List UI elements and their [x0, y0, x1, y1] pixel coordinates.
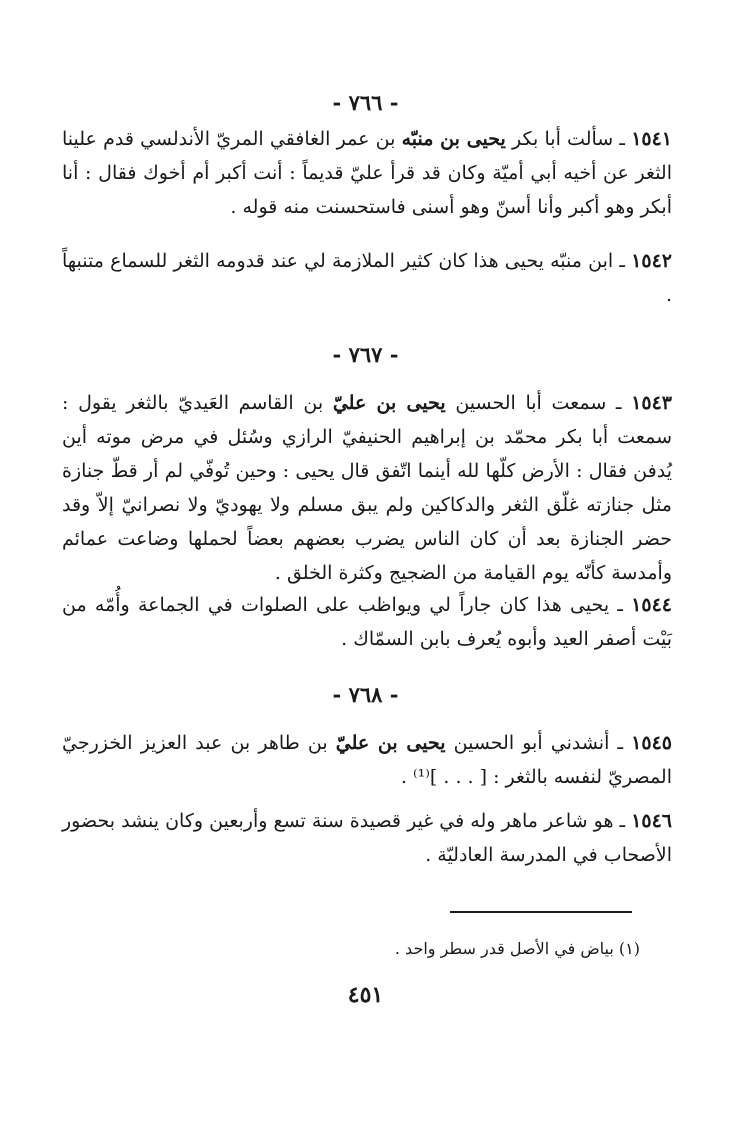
- entry-text-post: بن طاهر بن عبد العزيز الخزرجيّ المصريّ لنفسه بالثغر : [ . . . ]⁽¹⁾ .: [62, 732, 672, 788]
- entry-paragraph: [62, 726, 672, 794]
- entry-number: ١٥٤٦: [631, 810, 672, 832]
- entry-text-pre: ـ سمعت أبا الحسين: [445, 392, 632, 414]
- entry-number: ١٥٤٥: [631, 732, 672, 754]
- entry-text-post: بن عمر الغافقي المريّ الأندلسي قدم علينا الثغر عن أخيه أبي أميّة وكان قد قرأ عليّ قديماً : أنت أكبر أم أخوك فقال : أنا أبكر وهو أكبر وأنا أسنّ وهو أسنى فاستحسنت منه قوله .: [62, 128, 672, 218]
- entry-text-post: بن القاسم العَيديّ بالثغر يقول : سمعت أبا بكر محمّد بن إبراهيم الحنيفيّ الرازي وسُئل في مرض موته أين يُدفن فقال : الأرض كلّها لله أينما اتّفق قال يحيى : وحين تُوفّي لم أر قطّ جنازة مثل جنازته غلّق الثغر والدكاكين ولم يبق مسلم ولا يهوديّ ولا نصرانيّ إلاّ وقد حضر الجنازة بعد أن كان الناس يضرب بعضهم بعضاً لحملها وضاعت عمائم وأمدسة كأنّه يوم القيامة من الضجيج وكثرة الخلق .: [62, 392, 672, 584]
- entry-number: ١٥٤١: [631, 128, 673, 150]
- footnote: (١) بياض في الأصل قدر سطر واحد .: [394, 939, 640, 958]
- entry-number: ١٥٤٣: [631, 392, 672, 414]
- entry-text-pre: ـ أنشدني أبو الحسين: [445, 732, 632, 754]
- entry-paragraph: [62, 244, 672, 312]
- entry-paragraph: [62, 122, 672, 224]
- entry-paragraph: [62, 588, 672, 656]
- section-heading: - ٧٦٦ -: [332, 90, 399, 115]
- entry-paragraph: [62, 804, 672, 872]
- entry-number: ١٥٤٢: [631, 250, 672, 272]
- page-number: ٤٥١: [347, 982, 384, 1008]
- entry-text-pre: ـ سألت أبا بكر: [505, 128, 632, 150]
- entry-text-pre: ـ ابن منبّه يحيى هذا كان كثير الملازمة لي عند قدومه الثغر للسماع متنبهاً .: [62, 250, 672, 306]
- entry-text-pre: ـ هو شاعر ماهر وله في غير قصيدة سنة تسع وأربعين وكان ينشد بحضور الأصحاب في المدرسة العادليّة .: [62, 810, 672, 866]
- footnote-separator: [450, 911, 632, 913]
- entry-person-name: يحيى بن منبّه: [401, 128, 506, 150]
- entry-number: ١٥٤٤: [631, 594, 672, 616]
- section-heading: - ٧٦٨ -: [332, 682, 399, 707]
- entry-paragraph: [62, 386, 672, 590]
- entry-person-name: يحيى بن عليّ: [335, 732, 446, 754]
- entry-text-pre: ـ يحيى هذا كان جاراً لي ويواظب على الصلوات في الجماعة وأُمّه من بَيْت أصفر العيد وأبوه يُعرف بابن السمّاك .: [62, 594, 672, 650]
- section-heading: - ٧٦٧ -: [332, 342, 399, 367]
- entry-person-name: يحيى بن عليّ: [332, 392, 446, 414]
